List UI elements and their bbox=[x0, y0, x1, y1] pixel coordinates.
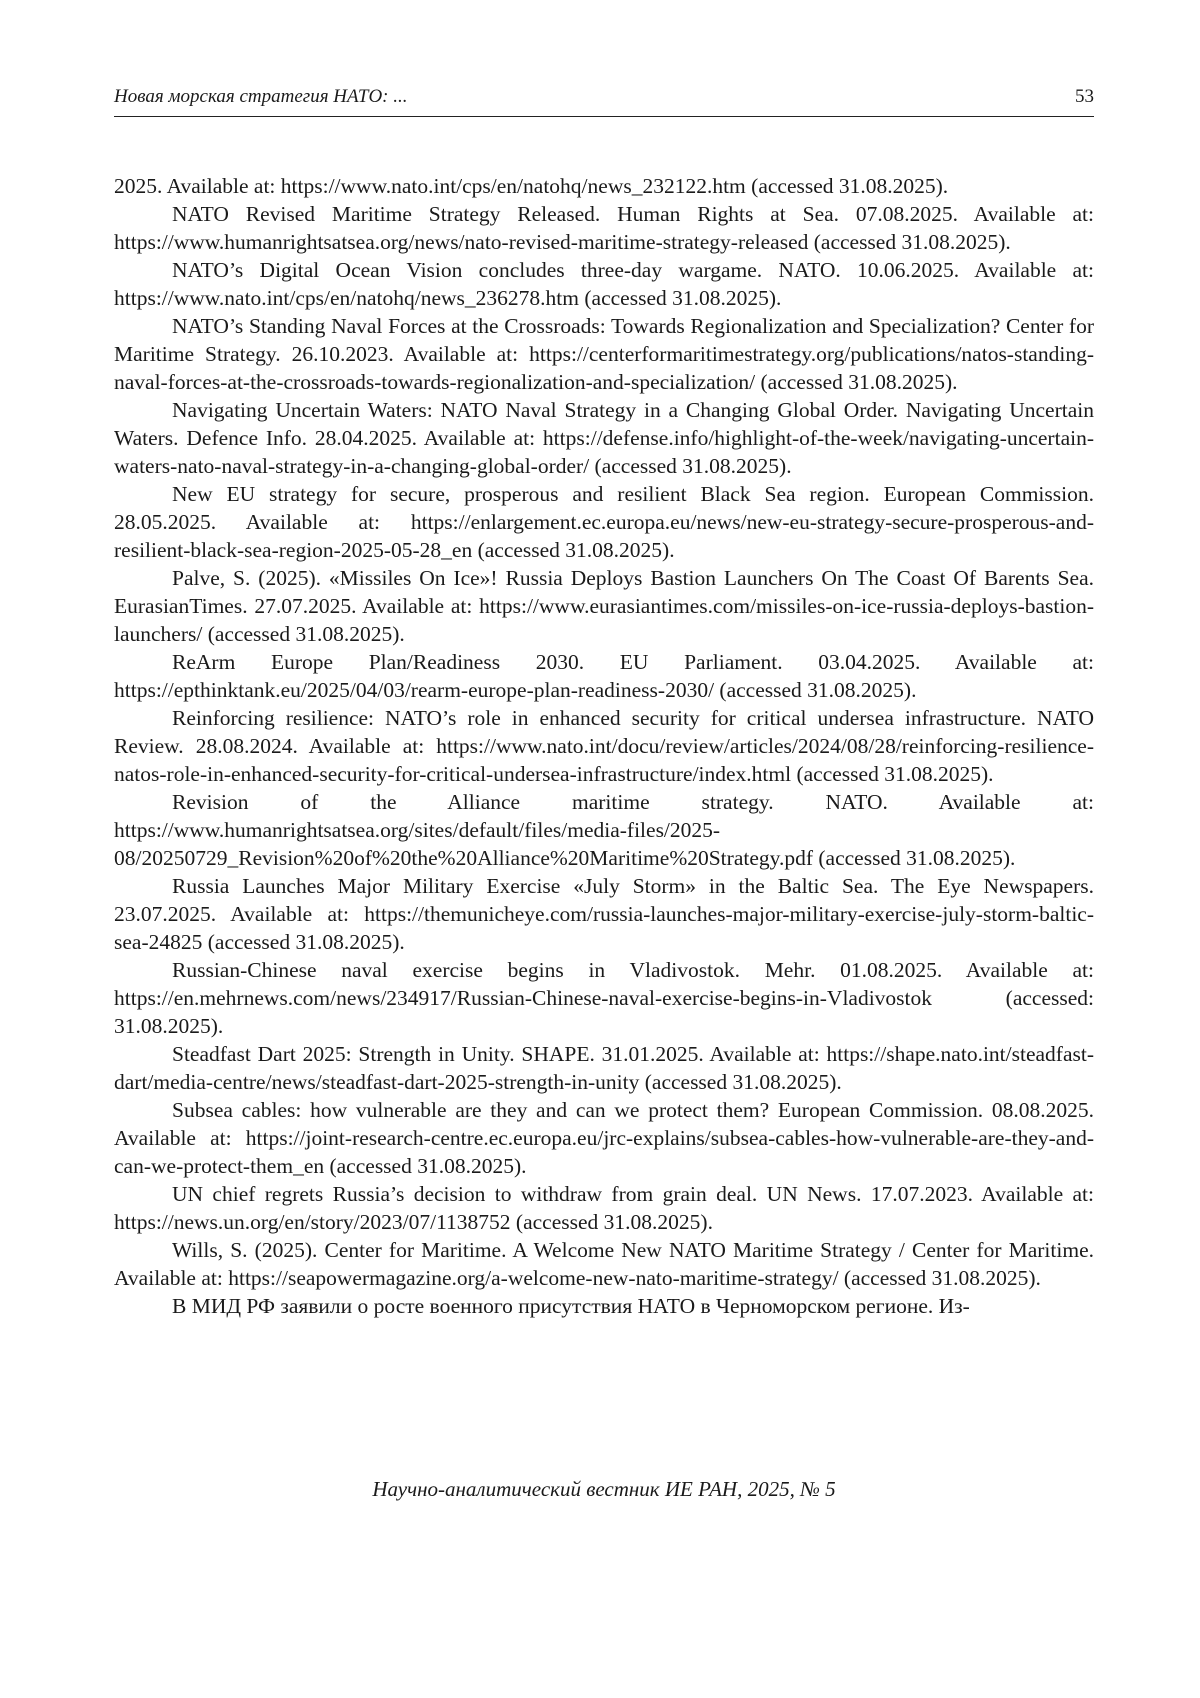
references-list bbox=[114, 172, 1094, 1320]
reference-item: В МИД РФ заявили о росте военного присутствия НАТО в Черноморском регионе. Из- bbox=[172, 1294, 970, 1318]
reference-item: Russia Launches Major Military Exercise «July Storm» in the Baltic Sea. The Eye Newspapers. 23.07.2025. Available at: https://themunicheye.com/russia-launches-major-military-exercise-july-storm-baltic-sea-24825 (accessed 31.08.2025). bbox=[114, 874, 1094, 954]
reference-item: NATO’s Standing Naval Forces at the Crossroads: Towards Regionalization and Specialization? Center for Maritime Strategy. 26.10.2023. Available at: https://centerformaritimestrategy.org/publications/natos-standing-naval-forces-at-the-crossroads-towards-regionalization-and-specialization/ (accessed 31.08.2025). bbox=[114, 314, 1094, 394]
reference-item: Revision of the Alliance maritime strategy. NATO. Available at: https://www.humanrightsatsea.org/sites/default/files/media-files/2025-08/20250729_Revision%20of%20the%20Alliance%20Maritime%20Strategy.pdf (accessed 31.08.2025). bbox=[114, 790, 1094, 870]
reference-item: Navigating Uncertain Waters: NATO Naval Strategy in a Changing Global Order. Navigating Uncertain Waters. Defence Info. 28.04.2025. Available at: https://defense.info/highlight-of-the-week/navigating-uncertain-waters-nato-naval-strategy-in-a-changing-global-order/ (accessed 31.08.2025). bbox=[114, 398, 1094, 478]
reference-item: Steadfast Dart 2025: Strength in Unity. SHAPE. 31.01.2025. Available at: https://shape.nato.int/steadfast-dart/media-centre/news/steadfast-dart-2025-strength-in-unity (accessed 31.08.2025). bbox=[114, 1042, 1094, 1094]
reference-item: NATO’s Digital Ocean Vision concludes three-day wargame. NATO. 10.06.2025. Available at: https://www.nato.int/cps/en/natohq/news_236278.htm (accessed 31.08.2025). bbox=[114, 258, 1094, 310]
reference-item: Reinforcing resilience: NATO’s role in enhanced security for critical undersea infrastructure. NATO Review. 28.08.2024. Available at: https://www.nato.int/docu/review/articles/2024/08/28/reinforcing-resilience-natos-role-in-enhanced-security-for-critical-undersea-infrastructure/index.html (accessed 31.08.2025). bbox=[114, 706, 1094, 786]
reference-item: Subsea cables: how vulnerable are they and can we protect them? European Commission. 08.08.2025. Available at: https://joint-research-centre.ec.europa.eu/jrc-explains/subsea-cables-how-vulnerable-are-they-and-can-we-protect-them_en (accessed 31.08.2025). bbox=[114, 1098, 1094, 1178]
page-number: 53 bbox=[1075, 86, 1094, 107]
reference-item: Palve, S. (2025). «Missiles On Ice»! Russia Deploys Bastion Launchers On The Coast Of Barents Sea. EurasianTimes. 27.07.2025. Available at: https://www.eurasiantimes.com/missiles-on-ice-russia-deploys-bastion-launchers/ (accessed 31.08.2025). bbox=[114, 566, 1094, 646]
reference-item: NATO Revised Maritime Strategy Released. Human Rights at Sea. 07.08.2025. Available at: https://www.humanrightsatsea.org/news/nato-revised-maritime-strategy-released (accessed 31.08.2025). bbox=[114, 202, 1094, 254]
running-header bbox=[114, 86, 1094, 117]
reference-item: New EU strategy for secure, prosperous and resilient Black Sea region. European Commission. 28.05.2025. Available at: https://enlargement.ec.europa.eu/news/new-eu-strategy-secure-prosperous-and-resilient-black-sea-region-2025-05-28_en (accessed 31.08.2025). bbox=[114, 482, 1094, 562]
reference-item: Wills, S. (2025). Center for Maritime. A Welcome New NATO Maritime Strategy / Center for Maritime. Available at: https://seapowermagazine.org/a-welcome-new-nato-maritime-strategy/ (accessed 31.08.2025). bbox=[114, 1238, 1094, 1290]
reference-item: ReArm Europe Plan/Readiness 2030. EU Parliament. 03.04.2025. Available at: https://epthinktank.eu/2025/04/03/rearm-europe-plan-readiness-2030/ (accessed 31.08.2025). bbox=[114, 650, 1094, 702]
reference-item: 2025. Available at: https://www.nato.int/cps/en/natohq/news_232122.htm (accessed 31.08.2025). bbox=[114, 174, 949, 198]
reference-item: UN chief regrets Russia’s decision to withdraw from grain deal. UN News. 17.07.2023. Available at: https://news.un.org/en/story/2023/07/1138752 (accessed 31.08.2025). bbox=[114, 1182, 1094, 1234]
reference-item: Russian-Chinese naval exercise begins in Vladivostok. Mehr. 01.08.2025. Available at: https://en.mehrnews.com/news/234917/Russian-Chinese-naval-exercise-begins-in-Vladivostok (accessed: 31.08.2025). bbox=[114, 958, 1094, 1038]
running-title: Новая морская стратегия НАТО: ... bbox=[114, 86, 408, 107]
journal-footer: Научно-аналитический вестник ИЕ РАН, 2025, № 5 bbox=[372, 1477, 836, 1501]
